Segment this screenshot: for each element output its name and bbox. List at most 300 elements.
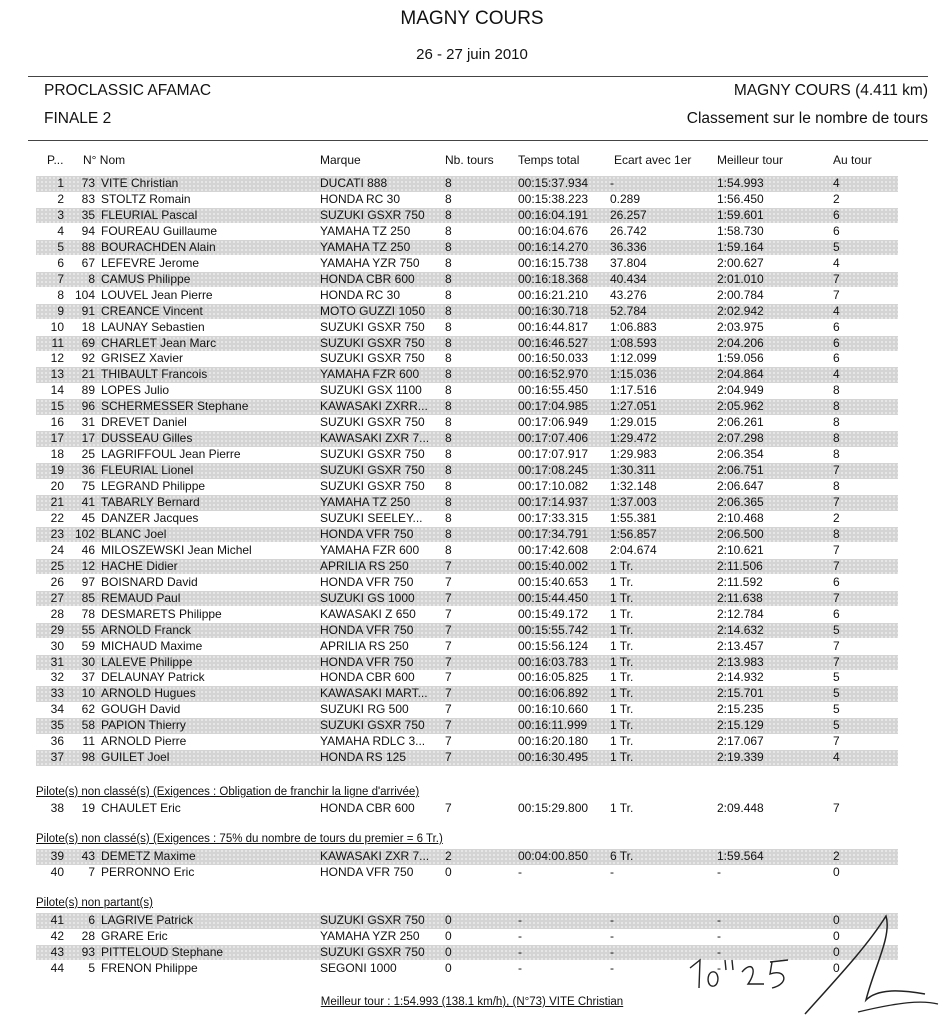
cell-best-lap: 2:06.647	[717, 479, 764, 494]
cell-gap: -	[610, 864, 614, 879]
cell-brand: SUZUKI RG 500	[320, 702, 409, 717]
cell-name: FLEURIAL Lionel	[101, 463, 194, 478]
cell-total-time: 00:16:44.817	[518, 319, 589, 334]
cell-pos: 14	[50, 383, 64, 398]
cell-name: FLEURIAL Pascal	[101, 207, 198, 222]
cell-best-lap: 2:06.500	[717, 526, 764, 541]
cell-at-lap: 6	[833, 223, 840, 238]
section-heading-min-laps: Pilote(s) non classé(s) (Exigences : 75% du nombre de tours du premier = 6 Tr.)	[36, 833, 443, 845]
section-heading-non-starters: Pilote(s) non partant(s)	[36, 897, 153, 909]
cell-pos: 32	[50, 670, 64, 685]
cell-laps: 2	[445, 849, 452, 863]
cell-laps: 7	[445, 750, 452, 765]
cell-laps: 7	[445, 670, 452, 685]
cell-best-lap: 2:15.701	[717, 686, 764, 701]
cell-pos: 20	[50, 479, 64, 494]
cell-laps: 8	[445, 271, 452, 286]
cell-gap: 2:04.674	[610, 542, 657, 557]
cell-num: 55	[81, 622, 95, 637]
table-row	[36, 495, 898, 511]
table-row	[36, 192, 898, 208]
cell-name: PAPION Thierry	[101, 718, 186, 733]
table-row	[36, 718, 898, 734]
cell-laps: 8	[445, 351, 452, 366]
cell-at-lap: 0	[833, 928, 840, 943]
cell-pos: 18	[50, 447, 64, 462]
cell-best-lap: 2:15.129	[717, 718, 764, 733]
cell-total-time: 00:16:06.892	[518, 686, 589, 701]
cell-pos: 31	[50, 654, 64, 669]
cell-num: 83	[81, 191, 95, 206]
cell-laps: 8	[445, 335, 452, 350]
cell-laps: 7	[445, 622, 452, 637]
cell-pos: 38	[50, 801, 64, 815]
cell-at-lap: 6	[833, 319, 840, 334]
cell-pos: 33	[50, 686, 64, 701]
cell-gap: 1:30.311	[610, 463, 656, 478]
table-row	[36, 272, 898, 288]
cell-best-lap: 1:58.730	[717, 223, 764, 238]
cell-total-time: 00:15:44.450	[518, 590, 589, 605]
cell-gap: 1 Tr.	[610, 718, 634, 733]
table-row	[36, 670, 898, 686]
cell-num: 11	[82, 734, 95, 749]
cell-num: 31	[81, 415, 95, 430]
cell-name: FRENON Philippe	[101, 960, 198, 975]
cell-at-lap: 7	[833, 590, 840, 605]
cell-num: 17	[81, 431, 95, 446]
cell-total-time: 00:17:42.608	[518, 542, 589, 557]
cell-laps: 7	[445, 654, 452, 669]
cell-num: 12	[81, 558, 95, 573]
cell-best-lap: 1:59.601	[717, 207, 764, 222]
cell-at-lap: 8	[833, 431, 840, 446]
cell-pos: 37	[50, 750, 64, 765]
cell-pos: 40	[50, 864, 64, 879]
cell-at-lap: 8	[833, 383, 840, 398]
cell-at-lap: 8	[833, 526, 840, 541]
cell-best-lap: -	[717, 864, 721, 879]
cell-name: TABARLY Bernard	[101, 495, 200, 509]
cell-name: THIBAULT Francois	[101, 367, 208, 382]
cell-name: GRISEZ Xavier	[101, 351, 184, 366]
column-headers	[0, 153, 944, 169]
cell-gap: -	[610, 944, 614, 959]
cell-pos: 43	[50, 944, 64, 959]
cell-brand: YAMAHA FZR 600	[320, 542, 420, 557]
race-label: FINALE 2	[44, 110, 112, 127]
cell-best-lap: 2:13.457	[717, 638, 764, 653]
cell-num: 35	[81, 207, 95, 222]
cell-total-time: 00:16:21.210	[518, 287, 589, 302]
cell-gap: 1 Tr.	[610, 702, 634, 717]
cell-pos: 30	[50, 638, 64, 653]
cell-num: 25	[81, 447, 95, 462]
cell-gap: 1:55.381	[610, 510, 657, 525]
cell-num: 18	[81, 319, 95, 334]
cell-num: 104	[74, 287, 95, 302]
cell-laps: 8	[445, 383, 452, 398]
cell-total-time: 00:16:55.450	[518, 383, 589, 398]
cell-pos: 15	[50, 399, 64, 414]
cell-gap: 1:29.472	[610, 431, 657, 446]
cell-name: DANZER Jacques	[101, 510, 199, 525]
cell-num: 88	[81, 239, 95, 254]
cell-at-lap: 2	[833, 849, 840, 863]
cell-gap: 1 Tr.	[610, 622, 634, 637]
cell-pos: 3	[57, 207, 64, 222]
cell-total-time: 00:16:30.718	[518, 303, 589, 318]
cell-at-lap: 5	[833, 702, 840, 717]
cell-pos: 39	[50, 849, 64, 863]
cell-brand: YAMAHA YZR 750	[320, 255, 420, 270]
cell-total-time: 00:16:18.368	[518, 271, 589, 286]
cell-brand: DUCATI 888	[320, 176, 388, 190]
cell-total-time: -	[518, 960, 522, 975]
cell-gap: 1:27.051	[610, 399, 657, 414]
table-row	[36, 655, 898, 671]
table-row	[36, 607, 898, 623]
cell-name: ARNOLD Hugues	[101, 686, 196, 701]
cell-laps: 7	[445, 638, 452, 653]
cell-brand: YAMAHA RDLC 3...	[320, 734, 426, 749]
cell-best-lap: 2:12.784	[717, 606, 764, 621]
cell-laps: 8	[445, 223, 452, 238]
cell-gap: 1 Tr.	[610, 606, 634, 621]
cell-laps: 0	[445, 944, 452, 959]
col-num-name: N° Nom	[83, 153, 126, 167]
cell-num: 28	[81, 928, 95, 943]
cell-brand: SUZUKI GSXR 750	[320, 913, 425, 927]
cell-pos: 17	[50, 431, 64, 446]
cell-gap: 43.276	[610, 287, 647, 302]
cell-pos: 35	[50, 718, 64, 733]
cell-best-lap: 2:13.983	[717, 654, 764, 669]
cell-name: VITE Christian	[101, 176, 179, 190]
cell-num: 73	[81, 176, 95, 190]
cell-name: LAGRIFFOUL Jean Pierre	[101, 447, 241, 462]
cell-brand: KAWASAKI ZXR 7...	[320, 849, 430, 863]
cell-brand: SEGONI 1000	[320, 960, 397, 975]
col-at-lap: Au tour	[833, 153, 872, 167]
cell-pos: 7	[57, 271, 64, 286]
cell-brand: SUZUKI GSXR 750	[320, 319, 425, 334]
cell-total-time: 00:16:52.970	[518, 367, 589, 382]
table-row	[36, 559, 898, 575]
cell-best-lap: 2:00.784	[717, 287, 764, 302]
table-row	[36, 288, 898, 304]
cell-gap: 1 Tr.	[610, 801, 634, 815]
cell-best-lap: 2:10.468	[717, 510, 764, 525]
cell-num: 102	[74, 526, 95, 541]
cell-gap: 1 Tr.	[610, 670, 634, 685]
cell-gap: 1 Tr.	[610, 574, 634, 589]
col-laps: Nb. tours	[445, 153, 494, 167]
cell-gap: -	[610, 928, 614, 943]
cell-pos: 22	[50, 510, 64, 525]
cell-brand: SUZUKI GSX 1100	[320, 383, 422, 398]
table-row	[36, 702, 898, 718]
cell-num: 45	[81, 510, 95, 525]
cell-best-lap: 2:09.448	[717, 801, 764, 815]
cell-best-lap: -	[717, 928, 721, 943]
cell-gap: 1:32.148	[610, 479, 657, 494]
cell-gap: 52.784	[610, 303, 647, 318]
header-divider-bottom	[28, 140, 928, 141]
col-best-lap: Meilleur tour	[717, 153, 784, 167]
cell-gap: 1:29.015	[610, 415, 657, 430]
cell-pos: 9	[57, 303, 64, 318]
cell-best-lap: 2:04.864	[717, 367, 764, 382]
cell-at-lap: 8	[833, 415, 840, 430]
cell-total-time: 00:17:34.791	[518, 526, 589, 541]
table-row	[36, 224, 898, 240]
cell-at-lap: 2	[833, 510, 840, 525]
cell-pos: 12	[50, 351, 64, 366]
cell-name: MILOSZEWSKI Jean Michel	[101, 542, 252, 557]
cell-gap: 1:17.516	[610, 383, 657, 398]
cell-laps: 8	[445, 367, 452, 382]
cell-laps: 8	[445, 495, 452, 509]
cell-name: STOLTZ Romain	[101, 191, 191, 206]
table-row	[36, 591, 898, 607]
cell-total-time: 00:17:07.917	[518, 447, 589, 462]
cell-at-lap: 4	[833, 176, 840, 190]
cell-brand: KAWASAKI MART...	[320, 686, 428, 701]
table-row	[36, 913, 898, 929]
cell-best-lap: 1:56.450	[717, 191, 764, 206]
cell-brand: SUZUKI GSXR 750	[320, 207, 425, 222]
cell-gap: 26.742	[610, 223, 647, 238]
cell-laps: 8	[445, 479, 452, 494]
cell-at-lap: 5	[833, 622, 840, 637]
cell-brand: SUZUKI GSXR 750	[320, 415, 425, 430]
cell-brand: SUZUKI GSXR 750	[320, 479, 425, 494]
cell-total-time: 00:16:15.738	[518, 255, 589, 270]
cell-at-lap: 7	[833, 638, 840, 653]
cell-name: LOPES Julio	[101, 383, 170, 398]
cell-laps: 7	[445, 686, 452, 701]
cell-gap: 40.434	[610, 271, 647, 286]
cell-brand: HONDA CBR 600	[320, 670, 415, 685]
table-row	[36, 945, 898, 961]
cell-gap: 1 Tr.	[610, 734, 634, 749]
cell-name: CAMUS Philippe	[101, 271, 191, 286]
cell-brand: YAMAHA TZ 250	[320, 239, 411, 254]
cell-total-time: 00:16:04.676	[518, 223, 589, 238]
cell-pos: 25	[50, 558, 64, 573]
cell-name: CHAULET Eric	[101, 801, 181, 815]
cell-at-lap: 6	[833, 574, 840, 589]
cell-num: 85	[81, 590, 95, 605]
cell-pos: 27	[50, 590, 64, 605]
cell-at-lap: 5	[833, 670, 840, 685]
table-row	[36, 256, 898, 272]
table-row	[36, 463, 898, 479]
cell-pos: 5	[57, 239, 64, 254]
cell-laps: 7	[445, 558, 452, 573]
cell-total-time: 00:15:55.742	[518, 622, 589, 637]
cell-best-lap: 2:14.632	[717, 622, 764, 637]
cell-num: 21	[81, 367, 95, 382]
cell-gap: 26.257	[610, 207, 647, 222]
cell-name: GUILET Joel	[101, 750, 170, 765]
cell-at-lap: 8	[833, 479, 840, 494]
col-gap: Ecart avec 1er	[614, 153, 692, 167]
cell-name: ARNOLD Franck	[101, 622, 192, 637]
cell-best-lap: 2:11.592	[717, 574, 763, 589]
cell-num: 78	[81, 606, 95, 621]
cell-brand: HONDA VFR 750	[320, 622, 414, 637]
cell-brand: SUZUKI GSXR 750	[320, 944, 425, 959]
cell-at-lap: 4	[833, 750, 840, 765]
cell-gap: 1 Tr.	[610, 590, 634, 605]
cell-num: 30	[81, 654, 95, 669]
cell-total-time: 00:16:30.495	[518, 750, 589, 765]
cell-num: 10	[81, 686, 95, 701]
cell-num: 62	[81, 702, 95, 717]
cell-pos: 2	[57, 191, 64, 206]
cell-at-lap: 8	[833, 399, 840, 414]
cell-pos: 34	[50, 702, 64, 717]
cell-brand: KAWASAKI ZXRR...	[320, 399, 428, 414]
cell-laps: 8	[445, 510, 452, 525]
cell-best-lap: 2:01.010	[717, 271, 764, 286]
cell-pos: 24	[50, 542, 64, 557]
cell-pos: 42	[50, 928, 64, 943]
cell-at-lap: 4	[833, 255, 840, 270]
cell-laps: 7	[445, 590, 452, 605]
cell-best-lap: 2:02.942	[717, 303, 764, 318]
cell-best-lap: 2:11.638	[717, 590, 763, 605]
cell-at-lap: 7	[833, 495, 840, 509]
cell-laps: 8	[445, 526, 452, 541]
cell-brand: YAMAHA FZR 600	[320, 367, 420, 382]
cell-best-lap: 2:06.365	[717, 495, 764, 509]
cell-brand: APRILIA RS 250	[320, 558, 409, 573]
table-row	[36, 431, 898, 447]
cell-pos: 21	[50, 495, 64, 509]
cell-total-time: 00:17:08.245	[518, 463, 589, 478]
cell-total-time: 00:16:04.191	[518, 207, 589, 222]
cell-name: GRARE Eric	[101, 928, 168, 943]
table-row	[36, 479, 898, 495]
cell-brand: SUZUKI GSXR 750	[320, 463, 425, 478]
cell-gap: 1:12.099	[610, 351, 657, 366]
cell-name: FOUREAU Guillaume	[101, 223, 218, 238]
cell-laps: 8	[445, 399, 452, 414]
cell-laps: 7	[445, 718, 452, 733]
table-row	[36, 929, 898, 945]
cell-num: 37	[81, 670, 95, 685]
cell-num: 69	[81, 335, 95, 350]
cell-at-lap: 5	[833, 239, 840, 254]
cell-total-time: 00:16:50.033	[518, 351, 589, 366]
cell-laps: 8	[445, 431, 452, 446]
cell-gap: -	[610, 176, 614, 190]
cell-brand: HONDA VFR 750	[320, 574, 414, 589]
cell-name: BLANC Joel	[101, 526, 167, 541]
cell-name: DREVET Daniel	[101, 415, 187, 430]
cell-brand: SUZUKI SEELEY...	[320, 510, 423, 525]
table-row	[36, 734, 898, 750]
cell-total-time: 00:16:14.270	[518, 239, 589, 254]
cell-name: CHARLET Jean Marc	[101, 335, 217, 350]
cell-pos: 16	[50, 415, 64, 430]
cell-name: HACHE Didier	[101, 558, 178, 573]
cell-gap: 1:56.857	[610, 526, 657, 541]
cell-at-lap: 5	[833, 718, 840, 733]
cell-name: GOUGH David	[101, 702, 181, 717]
table-row	[36, 415, 898, 431]
cell-best-lap: 2:06.354	[717, 447, 764, 462]
cell-num: 75	[81, 479, 95, 494]
cell-at-lap: 8	[833, 447, 840, 462]
cell-best-lap: 2:19.339	[717, 750, 764, 765]
cell-best-lap: 1:59.564	[717, 849, 764, 863]
table-row	[36, 543, 898, 559]
cell-laps: 8	[445, 447, 452, 462]
table-row	[36, 320, 898, 336]
cell-num: 7	[88, 864, 95, 879]
cell-laps: 8	[445, 542, 452, 557]
cell-total-time: 00:04:00.850	[518, 849, 589, 863]
cell-gap: 0.289	[610, 191, 641, 206]
cell-name: LEGRAND Philippe	[101, 479, 206, 494]
table-row	[36, 961, 898, 977]
cell-name: BOURACHDEN Alain	[101, 239, 216, 254]
cell-gap: 1:37.003	[610, 495, 657, 509]
cell-best-lap: -	[717, 944, 721, 959]
cell-total-time: 00:15:37.934	[518, 176, 589, 190]
cell-num: 8	[88, 271, 95, 286]
cell-best-lap: 1:59.056	[717, 351, 764, 366]
cell-name: BOISNARD David	[101, 574, 198, 589]
cell-at-lap: 6	[833, 207, 840, 222]
cell-name: PERRONNO Eric	[101, 864, 195, 879]
cell-laps: 7	[445, 734, 452, 749]
table-row	[36, 351, 898, 367]
table-row	[36, 208, 898, 224]
cell-gap: -	[610, 913, 614, 927]
cell-best-lap: 1:54.993	[717, 176, 764, 190]
cell-brand: KAWASAKI Z 650	[320, 606, 416, 621]
cell-best-lap: 2:07.298	[717, 431, 764, 446]
cell-num: 19	[81, 801, 95, 815]
cell-best-lap: 2:14.932	[717, 670, 764, 685]
header-divider-top	[28, 76, 928, 77]
cell-brand: YAMAHA TZ 250	[320, 223, 411, 238]
cell-pos: 28	[50, 606, 64, 621]
cell-best-lap: 2:06.261	[717, 415, 764, 430]
cell-num: 59	[81, 638, 95, 653]
table-row	[36, 304, 898, 320]
cell-total-time: 00:17:04.985	[518, 399, 589, 414]
cell-best-lap: 2:00.627	[717, 255, 764, 270]
cell-name: LEFEVRE Jerome	[101, 255, 200, 270]
cell-best-lap: -	[717, 960, 721, 975]
cell-total-time: 00:16:20.180	[518, 734, 589, 749]
cell-laps: 7	[445, 606, 452, 621]
cell-laps: 8	[445, 415, 452, 430]
cell-total-time: -	[518, 928, 522, 943]
table-row	[36, 383, 898, 399]
cell-gap: -	[610, 960, 614, 975]
cell-best-lap: 2:03.975	[717, 319, 764, 334]
cell-total-time: 00:16:46.527	[518, 335, 589, 350]
cell-gap: 1 Tr.	[610, 638, 634, 653]
col-brand: Marque	[320, 153, 361, 167]
